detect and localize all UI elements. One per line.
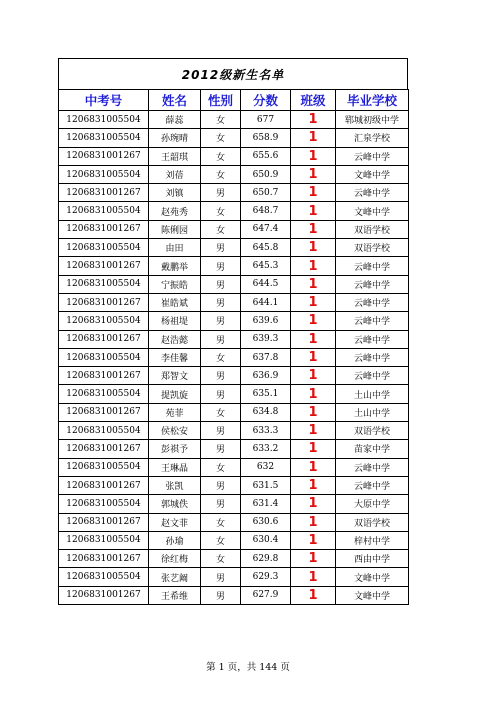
name-cell: 张艺阚 bbox=[149, 568, 201, 586]
table-row bbox=[59, 367, 409, 385]
school-cell: 云峰中学 bbox=[336, 184, 409, 202]
name-cell: 薛蕊 bbox=[149, 111, 201, 129]
table-row bbox=[59, 348, 409, 366]
exam-id-cell: 1206831001267 bbox=[59, 476, 149, 494]
table-row bbox=[59, 147, 409, 165]
score-cell: 658.9 bbox=[241, 129, 291, 147]
gender-cell: 男 bbox=[201, 330, 241, 348]
exam-id-cell: 1206831005504 bbox=[59, 239, 149, 257]
score-cell: 629.8 bbox=[241, 550, 291, 568]
school-cell: 云峰中学 bbox=[336, 257, 409, 275]
score-cell: 630.4 bbox=[241, 531, 291, 549]
header-exam-id: 中考号 bbox=[59, 90, 149, 111]
school-cell: 文峰中学 bbox=[336, 586, 409, 604]
name-cell: 侯松安 bbox=[149, 422, 201, 440]
table-row bbox=[59, 422, 409, 440]
table-row bbox=[59, 330, 409, 348]
student-list-sheet bbox=[58, 58, 408, 605]
name-cell: 彭祺予 bbox=[149, 440, 201, 458]
name-cell: 崔皓斌 bbox=[149, 293, 201, 311]
school-cell: 双语学校 bbox=[336, 239, 409, 257]
score-cell: 645.8 bbox=[241, 239, 291, 257]
school-cell: 西由中学 bbox=[336, 550, 409, 568]
name-cell: 徐红梅 bbox=[149, 550, 201, 568]
class-cell: 1 bbox=[291, 257, 336, 275]
school-cell: 云峰中学 bbox=[336, 147, 409, 165]
gender-cell: 男 bbox=[201, 184, 241, 202]
school-cell: 文峰中学 bbox=[336, 568, 409, 586]
school-cell: 文峰中学 bbox=[336, 202, 409, 220]
gender-cell: 男 bbox=[201, 239, 241, 257]
school-cell: 云峰中学 bbox=[336, 348, 409, 366]
name-cell: 赵文菲 bbox=[149, 513, 201, 531]
score-cell: 644.5 bbox=[241, 275, 291, 293]
gender-cell: 女 bbox=[201, 550, 241, 568]
school-cell: 云峰中学 bbox=[336, 367, 409, 385]
table-row bbox=[59, 476, 409, 494]
gender-cell: 男 bbox=[201, 275, 241, 293]
school-cell: 云峰中学 bbox=[336, 330, 409, 348]
exam-id-cell: 1206831001267 bbox=[59, 257, 149, 275]
table-row bbox=[59, 202, 409, 220]
table-row bbox=[59, 275, 409, 293]
gender-cell: 女 bbox=[201, 129, 241, 147]
exam-id-cell: 1206831005504 bbox=[59, 385, 149, 403]
name-cell: 孙琬晴 bbox=[149, 129, 201, 147]
score-cell: 631.4 bbox=[241, 495, 291, 513]
gender-cell: 男 bbox=[201, 257, 241, 275]
table-row bbox=[59, 184, 409, 202]
class-cell: 1 bbox=[291, 111, 336, 129]
name-cell: 由田 bbox=[149, 239, 201, 257]
table-row bbox=[59, 531, 409, 549]
gender-cell: 女 bbox=[201, 348, 241, 366]
table-row bbox=[59, 239, 409, 257]
score-cell: 635.1 bbox=[241, 385, 291, 403]
class-cell: 1 bbox=[291, 531, 336, 549]
exam-id-cell: 1206831001267 bbox=[59, 403, 149, 421]
header-row bbox=[59, 90, 409, 111]
table-row bbox=[59, 458, 409, 476]
table-row bbox=[59, 495, 409, 513]
gender-cell: 男 bbox=[201, 312, 241, 330]
school-cell: 苗家中学 bbox=[336, 440, 409, 458]
exam-id-cell: 1206831005504 bbox=[59, 568, 149, 586]
score-cell: 631.5 bbox=[241, 476, 291, 494]
school-cell: 云峰中学 bbox=[336, 275, 409, 293]
table-row bbox=[59, 312, 409, 330]
gender-cell: 男 bbox=[201, 385, 241, 403]
class-cell: 1 bbox=[291, 330, 336, 348]
exam-id-cell: 1206831005504 bbox=[59, 129, 149, 147]
name-cell: 王韶琪 bbox=[149, 147, 201, 165]
table-row bbox=[59, 586, 409, 604]
table-row bbox=[59, 513, 409, 531]
class-cell: 1 bbox=[291, 513, 336, 531]
gender-cell: 男 bbox=[201, 476, 241, 494]
gender-cell: 男 bbox=[201, 568, 241, 586]
class-cell: 1 bbox=[291, 202, 336, 220]
name-cell: 刘镇 bbox=[149, 184, 201, 202]
exam-id-cell: 1206831005504 bbox=[59, 458, 149, 476]
page-footer: 第 1 页，共 144 页 bbox=[206, 662, 290, 673]
class-cell: 1 bbox=[291, 568, 336, 586]
score-cell: 647.4 bbox=[241, 220, 291, 238]
class-cell: 1 bbox=[291, 403, 336, 421]
exam-id-cell: 1206831001267 bbox=[59, 220, 149, 238]
gender-cell: 男 bbox=[201, 586, 241, 604]
class-cell: 1 bbox=[291, 458, 336, 476]
student-table bbox=[58, 89, 409, 605]
table-row bbox=[59, 440, 409, 458]
score-cell: 627.9 bbox=[241, 586, 291, 604]
title-row bbox=[58, 58, 408, 89]
school-cell: 双语学校 bbox=[336, 513, 409, 531]
school-cell: 梓村中学 bbox=[336, 531, 409, 549]
name-cell: 王琳晶 bbox=[149, 458, 201, 476]
class-cell: 1 bbox=[291, 586, 336, 604]
exam-id-cell: 1206831005504 bbox=[59, 422, 149, 440]
table-row bbox=[59, 220, 409, 238]
score-cell: 639.3 bbox=[241, 330, 291, 348]
score-cell: 630.6 bbox=[241, 513, 291, 531]
score-cell: 632 bbox=[241, 458, 291, 476]
score-cell: 644.1 bbox=[241, 293, 291, 311]
gender-cell: 男 bbox=[201, 367, 241, 385]
name-cell: 王希维 bbox=[149, 586, 201, 604]
class-cell: 1 bbox=[291, 348, 336, 366]
class-cell: 1 bbox=[291, 275, 336, 293]
name-cell: 张凯 bbox=[149, 476, 201, 494]
header-gender: 性别 bbox=[201, 90, 241, 111]
header-class: 班级 bbox=[291, 90, 336, 111]
school-cell: 大原中学 bbox=[336, 495, 409, 513]
table-row bbox=[59, 403, 409, 421]
exam-id-cell: 1206831005504 bbox=[59, 312, 149, 330]
school-cell: 文峰中学 bbox=[336, 165, 409, 183]
class-cell: 1 bbox=[291, 184, 336, 202]
gender-cell: 女 bbox=[201, 531, 241, 549]
school-cell: 双语学校 bbox=[336, 422, 409, 440]
gender-cell: 女 bbox=[201, 220, 241, 238]
class-cell: 1 bbox=[291, 129, 336, 147]
exam-id-cell: 1206831001267 bbox=[59, 147, 149, 165]
gender-cell: 女 bbox=[201, 458, 241, 476]
class-cell: 1 bbox=[291, 165, 336, 183]
school-cell: 云峰中学 bbox=[336, 293, 409, 311]
name-cell: 郭城佚 bbox=[149, 495, 201, 513]
name-cell: 孙瑜 bbox=[149, 531, 201, 549]
score-cell: 634.8 bbox=[241, 403, 291, 421]
exam-id-cell: 1206831005504 bbox=[59, 531, 149, 549]
class-cell: 1 bbox=[291, 476, 336, 494]
score-cell: 636.9 bbox=[241, 367, 291, 385]
gender-cell: 男 bbox=[201, 422, 241, 440]
score-cell: 645.3 bbox=[241, 257, 291, 275]
score-cell: 650.7 bbox=[241, 184, 291, 202]
gender-cell: 女 bbox=[201, 147, 241, 165]
score-cell: 629.3 bbox=[241, 568, 291, 586]
exam-id-cell: 1206831001267 bbox=[59, 330, 149, 348]
class-cell: 1 bbox=[291, 495, 336, 513]
table-body bbox=[59, 111, 409, 605]
school-cell: 云峰中学 bbox=[336, 458, 409, 476]
class-cell: 1 bbox=[291, 220, 336, 238]
exam-id-cell: 1206831005504 bbox=[59, 111, 149, 129]
table-row bbox=[59, 568, 409, 586]
gender-cell: 女 bbox=[201, 202, 241, 220]
exam-id-cell: 1206831001267 bbox=[59, 513, 149, 531]
gender-cell: 女 bbox=[201, 165, 241, 183]
score-cell: 677 bbox=[241, 111, 291, 129]
name-cell: 杨祖堤 bbox=[149, 312, 201, 330]
header-name: 姓名 bbox=[149, 90, 201, 111]
name-cell: 陈俐园 bbox=[149, 220, 201, 238]
table-row bbox=[59, 165, 409, 183]
name-cell: 刘蓓 bbox=[149, 165, 201, 183]
exam-id-cell: 1206831001267 bbox=[59, 550, 149, 568]
school-cell: 土山中学 bbox=[336, 403, 409, 421]
gender-cell: 男 bbox=[201, 440, 241, 458]
name-cell: 戴鹏举 bbox=[149, 257, 201, 275]
table-row bbox=[59, 257, 409, 275]
name-cell: 郑智文 bbox=[149, 367, 201, 385]
exam-id-cell: 1206831001267 bbox=[59, 586, 149, 604]
page-title: 2012级新生名单 bbox=[181, 67, 285, 82]
school-cell: 双语学校 bbox=[336, 220, 409, 238]
score-cell: 633.2 bbox=[241, 440, 291, 458]
class-cell: 1 bbox=[291, 550, 336, 568]
school-cell: 汇泉学校 bbox=[336, 129, 409, 147]
name-cell: 提凯旋 bbox=[149, 385, 201, 403]
table-row bbox=[59, 293, 409, 311]
exam-id-cell: 1206831001267 bbox=[59, 293, 149, 311]
exam-id-cell: 1206831001267 bbox=[59, 367, 149, 385]
class-cell: 1 bbox=[291, 367, 336, 385]
exam-id-cell: 1206831005504 bbox=[59, 202, 149, 220]
school-cell: 云峰中学 bbox=[336, 312, 409, 330]
gender-cell: 女 bbox=[201, 403, 241, 421]
gender-cell: 女 bbox=[201, 513, 241, 531]
school-cell: 云峰中学 bbox=[336, 476, 409, 494]
score-cell: 637.8 bbox=[241, 348, 291, 366]
exam-id-cell: 1206831005504 bbox=[59, 165, 149, 183]
table-row bbox=[59, 111, 409, 129]
gender-cell: 男 bbox=[201, 293, 241, 311]
name-cell: 赵苑秀 bbox=[149, 202, 201, 220]
score-cell: 633.3 bbox=[241, 422, 291, 440]
exam-id-cell: 1206831001267 bbox=[59, 440, 149, 458]
table-row bbox=[59, 385, 409, 403]
gender-cell: 女 bbox=[201, 111, 241, 129]
name-cell: 苑菲 bbox=[149, 403, 201, 421]
class-cell: 1 bbox=[291, 422, 336, 440]
header-score: 分数 bbox=[241, 90, 291, 111]
header-school: 毕业学校 bbox=[336, 90, 409, 111]
class-cell: 1 bbox=[291, 312, 336, 330]
score-cell: 639.6 bbox=[241, 312, 291, 330]
table-row bbox=[59, 550, 409, 568]
exam-id-cell: 1206831005504 bbox=[59, 495, 149, 513]
name-cell: 宁振皓 bbox=[149, 275, 201, 293]
school-cell: 郓城初级中学 bbox=[336, 111, 409, 129]
school-cell: 土山中学 bbox=[336, 385, 409, 403]
class-cell: 1 bbox=[291, 239, 336, 257]
class-cell: 1 bbox=[291, 147, 336, 165]
score-cell: 655.6 bbox=[241, 147, 291, 165]
class-cell: 1 bbox=[291, 293, 336, 311]
exam-id-cell: 1206831005504 bbox=[59, 348, 149, 366]
name-cell: 李佳馨 bbox=[149, 348, 201, 366]
exam-id-cell: 1206831005504 bbox=[59, 275, 149, 293]
score-cell: 650.9 bbox=[241, 165, 291, 183]
class-cell: 1 bbox=[291, 440, 336, 458]
name-cell: 赵浩懿 bbox=[149, 330, 201, 348]
exam-id-cell: 1206831001267 bbox=[59, 184, 149, 202]
gender-cell: 男 bbox=[201, 495, 241, 513]
table-row bbox=[59, 129, 409, 147]
class-cell: 1 bbox=[291, 385, 336, 403]
score-cell: 648.7 bbox=[241, 202, 291, 220]
